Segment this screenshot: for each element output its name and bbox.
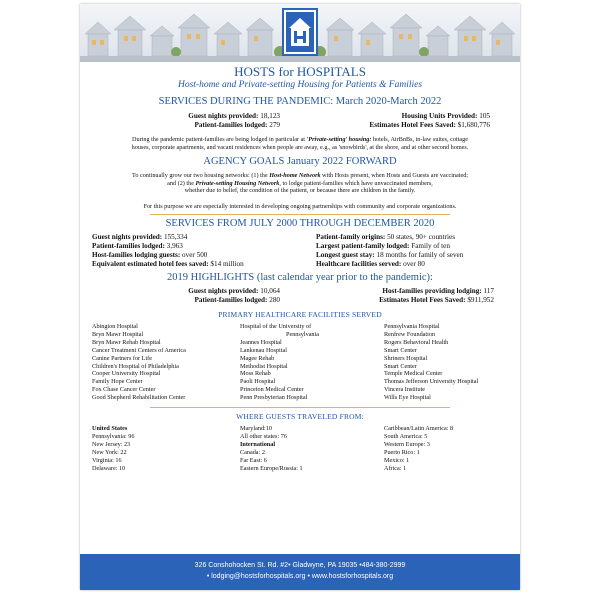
- highlights-stat: Estimates Hotel Fees Saved: $911,952: [379, 296, 494, 304]
- since2000-stat: Largest patient-family lodged: Family of ten: [316, 242, 450, 250]
- highlights-stats-right: [280, 287, 494, 305]
- pandemic-stat: Patient-families lodged: 279: [194, 121, 280, 129]
- pandemic-stat: Estimates Hotel Fees Saved: $1,680,776: [369, 121, 490, 129]
- travel-group-title: International: [240, 440, 276, 448]
- pandemic-paragraph: During the pandemic patient-families are being lodged in particular at 'Private-setting' housing: hotels, AirBnBs, in-law suites, cottage houses, corporate apartments, and vacant residences when people are away, e.g., as 'snowbirds', at the shore, and at other second homes.: [131, 136, 469, 151]
- travel-item: Puerto Rico: 1: [384, 448, 420, 456]
- travel-item: Mexico: 1: [384, 456, 410, 464]
- travel-item: Western Europe: 3: [384, 440, 430, 448]
- org-title: HOSTS for HOSPITALS: [234, 64, 366, 79]
- facilities-heading: PRIMARY HEALTHCARE FACILITIES SERVED: [218, 310, 382, 319]
- travel-item: Delaware: 10: [92, 464, 126, 472]
- since2000-stat: Equivalent estimated hotel fees saved: $14 million: [92, 260, 244, 268]
- facility-item: Pennsylvania Hospital: [384, 323, 440, 330]
- facility-item: Canine Partners for Life: [92, 354, 152, 362]
- pandemic-stats-left: [100, 112, 280, 130]
- since2000-stat: Guest nights provided: 155,334: [92, 233, 188, 241]
- facility-item: Penn Presbyterian Hospital: [240, 394, 308, 402]
- facility-item: Paoli Hospital: [240, 378, 276, 386]
- travel-column-intl: [240, 425, 303, 472]
- facility-item: Smart Center: [384, 346, 417, 354]
- facility-item: Cooper University Hospital: [92, 370, 161, 378]
- since2000-stat: Healthcare facilities served: over 80: [316, 260, 425, 268]
- highlights-stats-left: [100, 287, 280, 305]
- facility-item: Good Shepherd Rehabilitation Center: [92, 394, 186, 402]
- pandemic-stats-right: [280, 112, 490, 130]
- facility-item: Bryn Mawr Hospital: [92, 330, 144, 338]
- facility-item: Moss Rehab: [240, 370, 271, 378]
- facility-item: Family Hope Center: [92, 378, 143, 386]
- footer-address: 326 Conshohocken St. Rd. #2• Gladwyne, PA 19035 •484-380-2999: [194, 562, 406, 569]
- facility-item: Shriners Hospital: [384, 354, 428, 362]
- travel-item: Africa: 1: [384, 464, 407, 472]
- footer-contact-links[interactable]: • lodging@hostsforhospitals.org • www.hostsforhospitals.org: [206, 573, 394, 580]
- facility-item: Hospital of the University of: [240, 323, 312, 330]
- travel-item: Canada: 2: [240, 448, 265, 456]
- facility-item: Rogers Behavioral Health: [384, 338, 449, 346]
- highlights-stat: Guest nights provided: 10,064: [188, 287, 280, 295]
- goals-paragraph: To continually grow our two housing networks: (1) the Host-home Network with Hosts present, when Hosts and Guests are vaccinated; and (2) the Private-setting Housing Network, to lodge patient-families which have unvaccinated members, whether due to belief, the condition of the patient, or because there are children in the family.: [131, 172, 469, 195]
- travel-column-us: [92, 425, 134, 472]
- facility-item: Cancer Treatment Centers of America: [92, 346, 186, 354]
- facility-item: Methodist Hospital: [240, 362, 288, 370]
- facility-item: Jeannes Hospital: [240, 338, 282, 346]
- travel-item: New York: 22: [92, 448, 127, 456]
- goals-heading: AGENCY GOALS January 2022 FORWARD: [203, 156, 397, 167]
- facility-item: Princeton Medical Center: [240, 386, 304, 394]
- facility-item: Temple Medical Center: [384, 370, 443, 378]
- since2000-stats-left: [92, 233, 244, 269]
- facilities-column-1: [92, 323, 186, 402]
- highlights-heading: 2019 HIGHLIGHTS (last calendar year prior to the pandemic):: [167, 272, 433, 283]
- travel-item: Eastern Europe/Russia: 1: [240, 464, 303, 472]
- travel-heading: WHERE GUESTS TRAVELED FROM:: [236, 412, 364, 421]
- facility-item: Abington Hospital: [92, 323, 138, 330]
- facility-item: Magee Rehab: [240, 354, 275, 362]
- travel-item: All other states: 76: [240, 432, 287, 440]
- pandemic-heading: SERVICES DURING THE PANDEMIC: March 2020-March 2022: [158, 96, 442, 107]
- facility-item: Bryn Mawr Rehab Hospital: [92, 338, 161, 346]
- facilities-column-2: [240, 323, 319, 402]
- pandemic-stat: Guest nights provided: 18,123: [188, 112, 280, 120]
- travel-column-other: [384, 425, 453, 472]
- highlights-stat: Patient-families lodged: 280: [194, 296, 280, 304]
- logo-icon: [282, 8, 318, 56]
- facility-item: Vincera Institute: [384, 386, 426, 394]
- facility-item: Renfrew Foundation: [384, 330, 436, 338]
- travel-item: Caribbean/Latin America: 8: [384, 425, 454, 432]
- facility-item: Fox Chase Cancer Center: [92, 386, 156, 394]
- travel-group-title: United States: [92, 425, 128, 432]
- since2000-heading: SERVICES FROM JULY 2000 THROUGH DECEMBER 2020: [165, 218, 435, 229]
- since2000-stat: Patient-families lodged: 3,963: [92, 242, 183, 250]
- pandemic-stat: Housing Units Provided: 105: [401, 112, 490, 120]
- houses-banner: [80, 4, 520, 62]
- since2000-stats-right: [316, 233, 463, 269]
- facility-item: Children's Hospital of Philadelphia: [92, 362, 179, 370]
- travel-item: New Jersey: 23: [92, 440, 131, 448]
- facility-item: Thomas Jefferson University Hospital: [384, 378, 479, 386]
- since2000-stat: Longest guest stay: 18 months for family of seven: [316, 251, 464, 259]
- facilities-column-3: [384, 323, 478, 402]
- divider: [150, 407, 450, 408]
- since2000-stat: Host-families lodging guests: over 500: [92, 251, 208, 259]
- travel-item: Virginia: 16: [92, 456, 122, 464]
- divider: [150, 214, 450, 215]
- travel-item: South America: 5: [384, 432, 428, 440]
- contact-footer: [80, 554, 520, 590]
- facility-item: Pennsylvania: [286, 330, 319, 338]
- flyer-page: [80, 4, 520, 590]
- goals-partnership-note: For this purpose we are especially interested in developing ongoing partnerships with community and corporate organizations.: [143, 203, 457, 210]
- facility-item: Smart Center: [384, 362, 417, 370]
- travel-item: Pennsylvania: 96: [92, 432, 135, 440]
- travel-item: Maryland:10: [240, 425, 272, 432]
- travel-item: Far East: 6: [240, 456, 267, 464]
- highlights-stat: Host-families providing lodging: 117: [382, 287, 494, 295]
- since2000-stat: Patient-family origins: 50 states, 90+ countries: [316, 233, 456, 241]
- org-subtitle: Host-home and Private-setting Housing for Patients & Families: [177, 80, 423, 90]
- facility-item: Wills Eye Hospital: [384, 394, 431, 402]
- facility-item: Lankenau Hospital: [240, 346, 287, 354]
